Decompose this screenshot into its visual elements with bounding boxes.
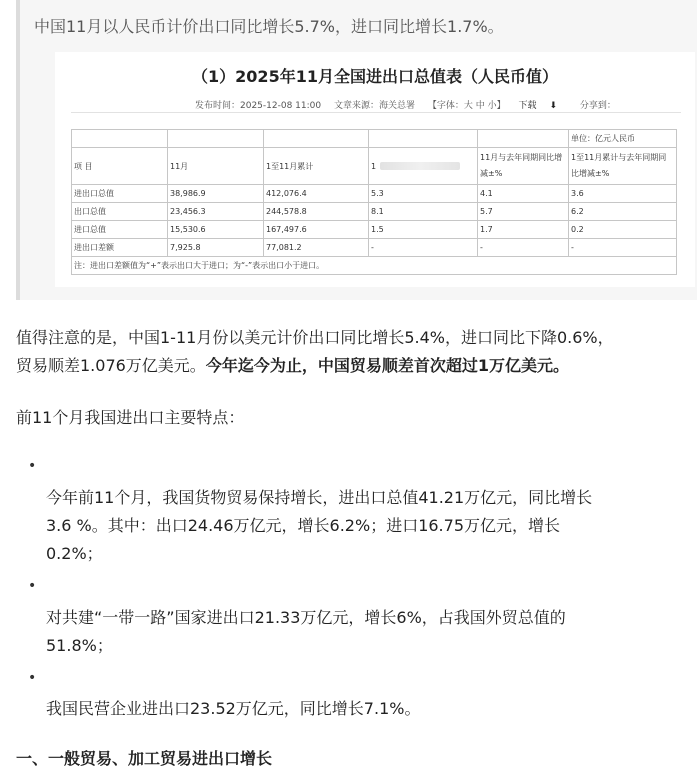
header-cell: 1 <box>369 148 478 185</box>
blockquote <box>16 0 697 300</box>
table-meta <box>195 98 626 111</box>
cell: 4.1 <box>478 185 569 203</box>
cell: 244,578.8 <box>264 203 369 221</box>
table-row <box>72 130 677 148</box>
unit-label: 单位：亿元人民币 <box>569 130 677 148</box>
table-note: 注：进出口差额值为“+”表示出口大于进口；为“-”表示出口小于进口。 <box>72 257 677 275</box>
bullet: • <box>28 670 37 686</box>
bold-highlight: 今年迄今为止，中国贸易顺差首次超过1万亿美元。 <box>205 356 569 375</box>
source: 文章来源：海关总署 <box>333 101 415 111</box>
cell: 412,076.4 <box>264 185 369 203</box>
cell: 5.7 <box>478 203 569 221</box>
cell: 进出口差额 <box>72 239 168 257</box>
cell: 167,497.6 <box>264 221 369 239</box>
cell: 出口总值 <box>72 203 168 221</box>
cell: - <box>369 239 478 257</box>
download-link: 下载 ⬇ <box>518 101 558 111</box>
download-icon: ⬇ <box>549 101 558 111</box>
publish-time: 发布时间：2025-12-08 11:00 <box>195 101 322 111</box>
quote-text: 中国11月以人民币计价出口同比增长5.7%，进口同比增长1.7%。 <box>34 17 504 36</box>
cell: 23,456.3 <box>168 203 264 221</box>
paragraph-1 <box>16 324 614 380</box>
header-cell: 1至11月累计 <box>264 148 369 185</box>
table-note-row <box>72 257 677 275</box>
cell: 1.7 <box>478 221 569 239</box>
cell: 进口总值 <box>72 221 168 239</box>
table-row <box>72 239 677 257</box>
paragraph-line: 值得注意的是，中国1-11月份以美元计价出口同比增长5.4%，进口同比下降0.6%， <box>16 328 614 347</box>
list-item: 对共建“一带一路”国家进出口21.33万亿元，增长6%，占我国外贸总值的 51.8%； <box>46 608 566 655</box>
list-item: 我国民营企业进出口23.52万亿元，同比增长7.1%。 <box>46 699 421 718</box>
cell: - <box>478 239 569 257</box>
header-cell: 11月与去年同期同比增减±% <box>478 148 569 185</box>
table-title: （1）2025年11月全国进出口总值表（人民币值） <box>192 67 558 86</box>
cell: 3.6 <box>569 185 677 203</box>
cell: 进出口总值 <box>72 185 168 203</box>
cell: 8.1 <box>369 203 478 221</box>
table-row <box>72 185 677 203</box>
font-size-control: 【字体：大 中 小】 <box>427 101 506 111</box>
table-screenshot <box>55 52 695 287</box>
divider <box>71 112 681 113</box>
cell: 77,081.2 <box>264 239 369 257</box>
list-item: 今年前11个月，我国货物贸易保持增长，进出口总值41.21万亿元，同比增长 3.6 %。其中：出口24.46万亿元，增长6.2%；进口16.75万亿元，增长 0.2%； <box>46 488 593 563</box>
cell: 0.2 <box>569 221 677 239</box>
header-cell: 项 目 <box>72 148 168 185</box>
table-row <box>72 221 677 239</box>
header-cell: 11月 <box>168 148 264 185</box>
paragraph-2: 前11个月我国进出口主要特点： <box>16 408 245 427</box>
header-cell: 1至11月累计与去年同期同比增减±% <box>569 148 677 185</box>
cell: 5.3 <box>369 185 478 203</box>
table-header-row <box>72 148 677 185</box>
cell: 38,986.9 <box>168 185 264 203</box>
blurred-area <box>380 162 460 170</box>
table-row <box>72 203 677 221</box>
cell: 1.5 <box>369 221 478 239</box>
cell: 7,925.8 <box>168 239 264 257</box>
cell: 6.2 <box>569 203 677 221</box>
cell: 15,530.6 <box>168 221 264 239</box>
bullet: • <box>28 458 37 474</box>
stats-table <box>71 129 677 275</box>
paragraph-line: 贸易顺差1.076万亿美元。今年迄今为止，中国贸易顺差首次超过1万亿美元。 <box>16 356 569 375</box>
bullet: • <box>28 578 37 594</box>
section-heading: 一、一般贸易、加工贸易进出口增长 <box>16 749 273 768</box>
cell: - <box>569 239 677 257</box>
share-label: 分享到： <box>579 101 616 111</box>
